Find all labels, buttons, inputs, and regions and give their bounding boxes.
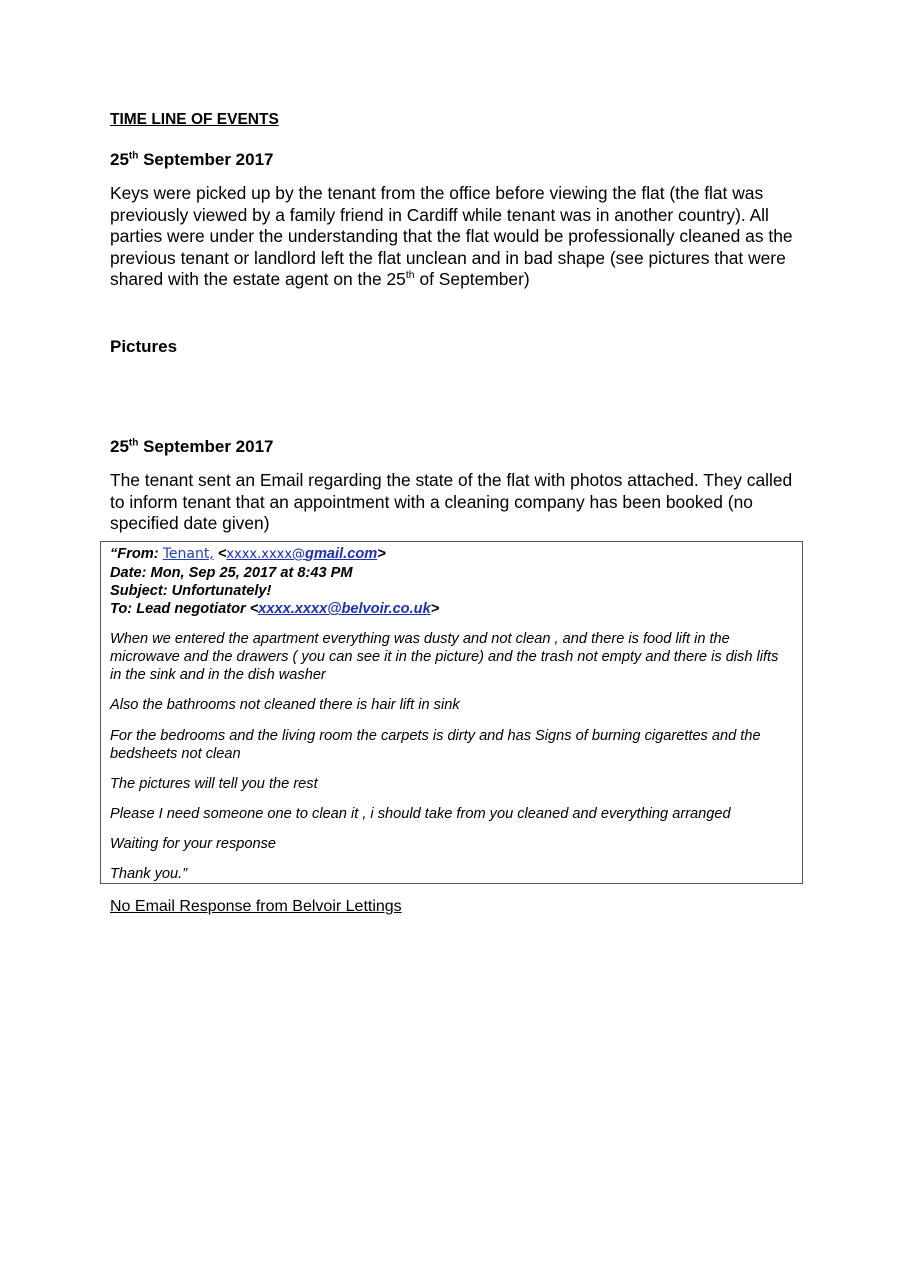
email-body-paragraph-4: The pictures will tell you the rest	[110, 776, 318, 792]
email-to-line	[110, 600, 793, 618]
email-body-paragraph-2: Also the bathrooms not cleaned there is hair lift in sink	[110, 697, 460, 713]
quoted-email-box	[100, 541, 803, 884]
pictures-heading: Pictures	[110, 336, 178, 356]
entry-1-date-suffix: th	[128, 150, 139, 162]
email-body-paragraph-7: Thank you.”	[110, 866, 188, 882]
document-body	[110, 110, 806, 535]
email-body-paragraph-6: Waiting for your response	[110, 836, 277, 852]
email-to-close: >	[430, 601, 440, 617]
entry-1-text-end: of September)	[414, 269, 530, 290]
entry-1-date-rest: September 2017	[138, 150, 274, 169]
entry-2-date	[110, 436, 806, 458]
entry-1-date	[110, 149, 806, 171]
no-response-note: No Email Response from Belvoir Lettings	[110, 898, 402, 915]
email-from-address-user: xxxx.xxxx@	[226, 547, 306, 562]
email-from-address-domain: gmail.com	[305, 546, 378, 562]
entry-1-description	[110, 183, 806, 291]
entry-2-date-rest: September 2017	[138, 436, 274, 456]
email-date-line: Date: Mon, Sep 25, 2017 at 8:43 PM	[110, 565, 353, 581]
entry-1-text-sup: th	[405, 269, 415, 282]
email-from-open: <	[213, 546, 227, 562]
email-body-paragraph-3: For the bedrooms and the living room the carpets is dirty and has Signs of burning cigarettes and the bedsheets not clean	[110, 728, 761, 762]
entry-2-date-day: 25	[110, 436, 129, 456]
email-from-label: “From:	[110, 546, 163, 562]
entry-2-description: The tenant sent an Email regarding the state of the flat with photos attached. They called to inform tenant that an appointment with a cleaning company has been booked (no specified date given)	[110, 469, 793, 534]
email-sender-name[interactable]: Tenant,	[162, 546, 214, 562]
email-from-line	[110, 545, 793, 564]
entry-2-date-suffix: th	[128, 437, 139, 449]
email-from-address[interactable]	[226, 546, 377, 562]
email-subject-line: Subject: Unfortunately!	[110, 583, 272, 599]
email-from-close: >	[377, 546, 386, 562]
entry-1-date-day: 25	[110, 150, 129, 169]
email-body-paragraph-1: When we entered the apartment everything was dusty and not clean , and there is food lift in the microwave and the drawers ( you can see it in the picture) and the trash not empty and there is dish lifts in the sink and in the dish washer	[110, 631, 779, 683]
email-body-paragraph-5: Please I need someone one to clean it , i should take from you cleaned and everything arranged	[110, 806, 731, 822]
email-to-address[interactable]: xxxx.xxxx@belvoir.co.uk	[258, 601, 431, 617]
entry-1-text-main: Keys were picked up by the tenant from the office before viewing the flat (the flat was previously viewed by a family friend in Cardiff while tenant was in another country). All parties were under the understanding that the flat would be professionally cleaned as the previous tenant or landlord left the flat unclean and in bad shape (see pictures that were shared with the estate agent on the 25	[110, 183, 793, 290]
document-title: TIME LINE OF EVENTS	[110, 111, 279, 128]
email-to-label: To: Lead negotiator <	[110, 601, 259, 617]
